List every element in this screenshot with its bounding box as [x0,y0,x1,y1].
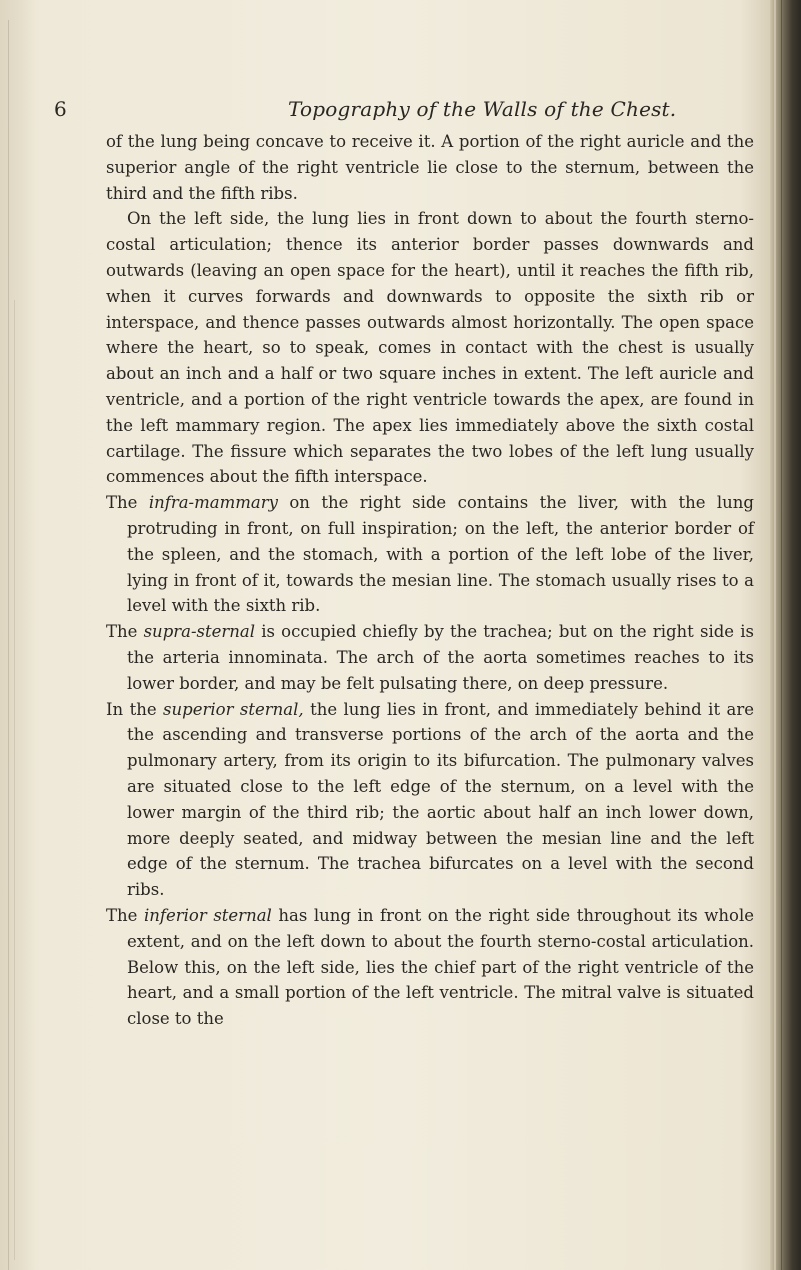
page-header [0,96,801,126]
region-term: inferior sternal [143,905,272,925]
paragraph-inferior-sternal: The inferior sternal has lung in front on the right side throughout its whole extent, and on the left down to about the fourth sterno-costal articulation. Below this, on the left side, lies the chief part of the right ventricle of the heart, and a small portion of the left ventricle. The mitral valve is situated close to the [106,905,755,1029]
body-text [106,129,754,1032]
running-title: Topography of the Walls of the Chest. [288,97,677,121]
paragraph-left-side: On the left side, the lung lies in front down to about the fourth sterno-costal articulation; thence its anterior border passes downwards and outwards (leaving an open space for the heart), until it reaches the fifth rib, when it curves forwards and downwards to opposite the sixth rib or interspace, and thence passes outwards almost horizontally. The open space where the heart, so to speak, comes in contact with the chest is usually about an inch and a half or two square inches in extent. The left auricle and ventricle, and a portion of the right ventricle towards the apex, are found in the left mammary region. The apex lies immediately above the sixth costal cartilage. The fissure which separates the two lobes of the left lung usually commences about the fifth interspace. [106,209,754,487]
region-term: superior sternal, [163,699,304,719]
paragraph-continuation: of the lung being concave to receive it. A portion of the right auricle and the superior angle of the right ventricle lie close to the sternum, between the third and the fifth ribs. [106,132,754,203]
paragraph-superior-sternal: In the superior sternal, the lung lies in front, and immediately behind it are the ascending and transverse portions of the arch of the aorta and the pulmonary artery, from its origin to its bifurcation. The pulmonary valves are situated close to the left edge of the sternum, on a level with the lower margin of the third rib; the aortic about half an inch lower down, more deeply seated, and midway between the mesian line and the left edge of the sternum. The trachea bifurcates on a level with the second ribs. [106,699,755,900]
paragraph-supra-sternal: The supra-sternal is occupied chiefly by the trachea; but on the right side is the arteria innominata. The arch of the aorta sometimes reaches to its lower border, and may be felt pulsating there, on deep pressure. [106,622,754,693]
page-number: 6 [54,97,67,121]
book-spine-shadow [770,0,801,1270]
region-term: infra-mammary [148,493,278,513]
region-term: supra-sternal [143,622,256,642]
page-left-edge [0,0,36,1270]
paragraph-infra-mammary: The infra-mammary on the right side contains the liver, with the lung protruding in front, on full inspiration; on the left, the anterior border of the spleen, and the stomach, with a portion of the left lobe of the liver, lying in front of it, towards the mesian line. The stomach usually rises to a level with the sixth rib. [106,493,754,616]
